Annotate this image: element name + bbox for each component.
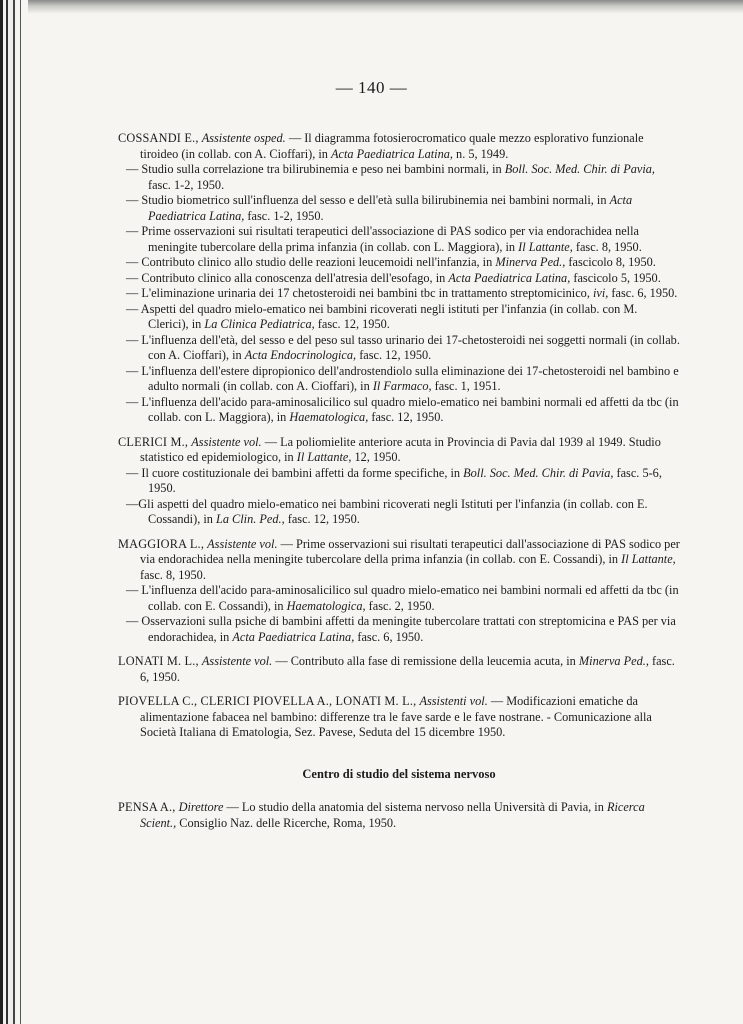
- entry-text: — Studio biometrico sull'influenza del sesso e dell'età sulla bilirubinemia nei bambini normali, in: [126, 193, 610, 207]
- bibliography-subentry: [126, 496, 680, 528]
- bibliography-entry: [118, 654, 680, 685]
- bibliography-groups: [118, 131, 680, 741]
- scan-binding-edge: [0, 0, 28, 1024]
- entry-text: fasc. 6, 1950.: [608, 286, 678, 300]
- author-role: Assistente vol.: [191, 434, 262, 449]
- bibliography-subentry: [126, 270, 680, 287]
- journal-title: Minerva Ped.,: [578, 654, 649, 668]
- journal-title: Acta Paediatrica Latina,: [148, 193, 633, 223]
- journal-title: Boll. Soc. Med. Chir. di Pavia,: [463, 465, 614, 480]
- journal-title: Acta Paediatrica Latina,: [331, 146, 453, 161]
- entry-text: fasc. 1-2, 1950.: [148, 177, 225, 192]
- bibliography-subentry: [126, 255, 680, 271]
- page-number: — 140 —: [335, 78, 408, 97]
- journal-title: ivi,: [592, 286, 609, 300]
- entry-text: Consiglio Naz. delle Ricerche, Roma, 1950.: [176, 815, 397, 830]
- entry-text: — Contributo clinico alla conoscenza dell'atresia dell'esofago, in: [126, 270, 449, 285]
- bibliography-entry: [118, 434, 680, 466]
- author-role: Assistente vol.: [207, 536, 278, 551]
- entry-text: — Prime osservazioni sui risultati terapeutici dell'associazione di PAS sodico per via endorachidea nella meningite tubercolare della prima infanzia (in collab. con L. Maggiora), in: [126, 224, 639, 254]
- group-spacer: [118, 685, 680, 694]
- bibliography-subentry: [126, 193, 680, 224]
- entry-text: fasc. 12, 1950.: [314, 317, 390, 331]
- author-name: LONATI M. L.,: [118, 654, 199, 668]
- author-group: [118, 537, 680, 646]
- bibliography-entry: [118, 131, 680, 162]
- entry-text: fasc. 12, 1950.: [368, 410, 444, 424]
- author-role: Assistente vol.: [201, 654, 273, 668]
- entry-text: — L'influenza dell'estere dipropionico dell'androstendiolo sulla eliminazione dei 17-chetosteroidi nel bambino e adulto normali (in collab. con A. Cioffari), in: [126, 363, 679, 393]
- journal-title: Il Farmaco,: [372, 379, 432, 393]
- entry-text: fasc. 12, 1950.: [284, 512, 360, 526]
- author-group: [118, 654, 680, 685]
- journal-title: Il Lattante,: [518, 239, 573, 254]
- group-spacer: [118, 426, 680, 435]
- entry-text: — Studio sulla correlazione tra bilirubinemia e peso nei bambini normali, in: [126, 162, 505, 176]
- section-title: Centro di studio del sistema nervoso: [302, 766, 496, 781]
- author-role: Direttore: [178, 800, 224, 814]
- author-role: Assistenti vol.: [419, 694, 488, 708]
- author-name: PENSA A.,: [118, 800, 176, 814]
- entry-text: fasc. 5-6, 1950.: [148, 465, 662, 495]
- entry-text: — L'influenza dell'acido para-aminosalicilico sul quadro mielo-ematico nei bambini normali ed affetti da tbc (in collab. con L. Maggiora), in: [126, 394, 679, 424]
- entry-text: fasc. 8, 1950.: [572, 239, 642, 254]
- entry-text: — Prime osservazioni sui risultati terapeutici dall'associazione di PAS sodico per via endorachidea nella meningite tubercolare della prima infanzia (in collab. con E. Cossandi), in: [140, 536, 680, 566]
- entry-text: n. 5, 1949.: [452, 146, 509, 161]
- entry-text: 12, 1950.: [351, 450, 401, 464]
- entry-text: — Il cuore costituzionale dei bambini affetti da forme specifiche, in: [126, 465, 464, 480]
- entry-text: fasc. 8, 1950.: [140, 567, 206, 582]
- journal-title: Acta Endocrinologica,: [244, 348, 357, 362]
- entry-text: fasc. 6, 1950.: [140, 654, 675, 684]
- bibliography-entry: [118, 694, 680, 741]
- bibliography-entry: [118, 800, 680, 831]
- entry-text: fascicolo 8, 1950.: [565, 255, 656, 269]
- journal-title: La Clinica Pediatrica,: [204, 317, 315, 331]
- entry-text: fasc. 6, 1950.: [354, 629, 424, 644]
- entry-text: — La poliomielite anteriore acuta in Provincia di Pavia dal 1939 al 1949. Studio statistico ed epidemiologico, in: [140, 434, 661, 464]
- entry-text: — Modificazioni ematiche da alimentazione fabacea nel bambino: differenze tra le fave sarde e le fave nostrane. - Comunicazione alla Società Italiana di Ematologia, Sez. Pavese, Seduta del 15 dicembre 1950.: [140, 694, 652, 739]
- journal-title: Minerva Ped.,: [495, 255, 566, 269]
- bibliography-entry: [118, 536, 680, 584]
- entry-text: fasc. 2, 1950.: [365, 598, 435, 613]
- entry-text: fasc. 12, 1950.: [356, 348, 432, 362]
- entry-text: — L'eliminazione urinaria dei 17 chetosteroidi nei bambini tbc in trattamento streptomicinico,: [126, 286, 593, 300]
- author-name: COSSANDI E.,: [118, 131, 199, 145]
- entry-text: — Lo studio della anatomia del sistema nervoso nella Università di Pavia, in: [223, 800, 607, 814]
- author-group: [118, 435, 680, 528]
- entry-text: fasc. 1-2, 1950.: [244, 208, 324, 223]
- bibliography-subentry: [126, 363, 680, 395]
- author-name: PIOVELLA C., CLERICI PIOVELLA A., LONATI M. L.,: [118, 694, 417, 708]
- journal-title: Il Lattante,: [296, 450, 352, 464]
- bibliography-subentry: [126, 332, 680, 364]
- bibliography-subentry: [126, 394, 680, 426]
- entry-text: — Il diagramma fotosierocromatico quale mezzo esplorativo funzionale tiroideo (in collab. con A. Cioffari), in: [140, 131, 644, 161]
- journal-title: Acta Paediatrica Latina,: [448, 270, 571, 285]
- author-name: CLERICI M.,: [118, 434, 189, 449]
- entry-text: fascicolo 5, 1950.: [570, 270, 661, 285]
- bibliography-subentry: [126, 224, 680, 255]
- bibliography-subentry: [126, 301, 680, 333]
- author-group: [118, 694, 680, 741]
- journal-title: Il Lattante,: [621, 552, 676, 566]
- entry-text: — L'influenza dell'età, del sesso e del peso sul tasso urinario dei 17-chetosteroidi nei soggetti normali (in collab. con A. Cioffari), in: [126, 332, 680, 362]
- bibliography: [118, 131, 680, 831]
- entry-text: fasc. 1, 1951.: [431, 379, 501, 393]
- journal-title: Boll. Soc. Med. Chir. di Pavia,: [504, 162, 655, 176]
- entry-text: — L'influenza dell'acido para-aminosalicilico sul quadro mielo-ematico nei bambini normali ed affetti da tbc (in collab. con E. Cossandi), in: [126, 583, 679, 613]
- entry-text: — Contributo alla fase di remissione della leucemia acuta, in: [272, 654, 579, 668]
- journal-title: Ricerca Scient.,: [140, 800, 645, 830]
- entry-text: — Aspetti del quadro mielo-ematico nei bambini ricoverati negli istituti per l'infanzia (in collab. con M. Clerici), in: [126, 301, 638, 331]
- author-name: MAGGIORA L.,: [118, 536, 205, 551]
- entry-text: — Osservazioni sulla psiche di bambini affetti da meningite tubercolare trattati con streptomicina e PAS per via endorachidea, in: [126, 614, 676, 644]
- author-role: Assistente osped.: [201, 131, 286, 145]
- author-group: [118, 131, 680, 426]
- entry-text: —Gli aspetti del quadro mielo-ematico nei bambini ricoverati negli Istituti per l'infanzia (in collab. con E. Cossandi), in: [126, 496, 648, 526]
- journal-title: Acta Paediatrica Latina,: [232, 629, 355, 644]
- section-entries: [118, 800, 680, 831]
- scan-top-edge: [0, 0, 743, 14]
- journal-title: La Clin. Ped.,: [215, 512, 285, 526]
- group-spacer: [118, 645, 680, 654]
- bibliography-subentry: [126, 614, 680, 645]
- bibliography-subentry: [126, 583, 680, 614]
- entry-text: — Contributo clinico allo studio delle reazioni leucemoidi nell'infanzia, in: [126, 255, 496, 269]
- group-spacer: [118, 528, 680, 537]
- journal-title: Haematologica,: [286, 598, 366, 613]
- bibliography-subentry: [126, 162, 680, 193]
- journal-title: Haematologica,: [289, 410, 369, 424]
- bibliography-subentry: [126, 465, 680, 497]
- bibliography-subentry: [126, 286, 680, 302]
